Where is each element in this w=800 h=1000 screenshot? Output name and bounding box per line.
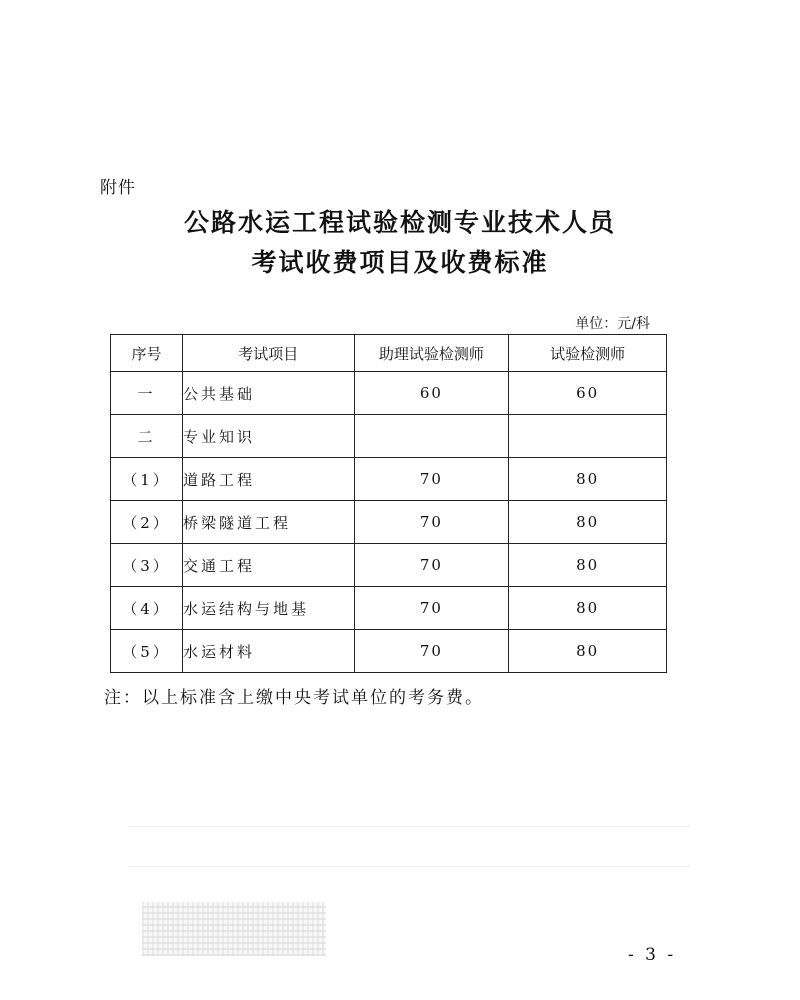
row-assistant-fee: 60 xyxy=(354,372,509,415)
header-exam-item: 考试项目 xyxy=(182,335,354,372)
table-header-row xyxy=(111,335,667,372)
row-index: （1） xyxy=(111,458,183,501)
table-row xyxy=(111,544,667,587)
row-inspector-fee: 80 xyxy=(509,544,667,587)
row-exam-item: 专业知识 xyxy=(182,415,354,458)
row-assistant-fee: 70 xyxy=(354,630,509,673)
header-index: 序号 xyxy=(111,335,183,372)
row-index: （2） xyxy=(111,501,183,544)
bleed-through-area xyxy=(128,826,690,956)
row-inspector-fee: 80 xyxy=(509,630,667,673)
row-index: （3） xyxy=(111,544,183,587)
row-index: 一 xyxy=(111,372,183,415)
row-inspector-fee: 80 xyxy=(509,587,667,630)
row-assistant-fee: 70 xyxy=(354,458,509,501)
table-row xyxy=(111,630,667,673)
table-row xyxy=(111,415,667,458)
faint-divider xyxy=(128,866,690,867)
table-row xyxy=(111,458,667,501)
table-row xyxy=(111,587,667,630)
row-assistant-fee: 70 xyxy=(354,501,509,544)
header-inspector: 试验检测师 xyxy=(509,335,667,372)
table-row xyxy=(111,372,667,415)
table-row xyxy=(111,501,667,544)
attachment-label: 附件 xyxy=(100,178,136,198)
row-exam-item: 桥梁隧道工程 xyxy=(182,501,354,544)
row-assistant-fee: 70 xyxy=(354,587,509,630)
row-exam-item: 水运结构与地基 xyxy=(182,587,354,630)
row-exam-item: 公共基础 xyxy=(182,372,354,415)
row-exam-item: 道路工程 xyxy=(182,458,354,501)
row-index: （5） xyxy=(111,630,183,673)
faint-barcode-overlay xyxy=(142,902,326,956)
faint-divider xyxy=(128,826,690,827)
row-index: 二 xyxy=(111,415,183,458)
row-inspector-fee: 60 xyxy=(509,372,667,415)
row-inspector-fee: 80 xyxy=(509,501,667,544)
row-exam-item: 水运材料 xyxy=(182,630,354,673)
fee-table xyxy=(110,334,667,673)
document-title-line1: 公路水运工程试验检测专业技术人员 xyxy=(183,208,616,237)
row-inspector-fee xyxy=(509,415,667,458)
unit-label: 单位：元/科 xyxy=(575,316,650,332)
row-exam-item: 交通工程 xyxy=(182,544,354,587)
row-assistant-fee xyxy=(354,415,509,458)
row-assistant-fee: 70 xyxy=(354,544,509,587)
footnote: 注：以上标准含上缴中央考试单位的考务费。 xyxy=(104,688,484,708)
document-title-line2: 考试收费项目及收费标准 xyxy=(251,248,549,277)
header-assistant-inspector: 助理试验检测师 xyxy=(354,335,509,372)
row-index: （4） xyxy=(111,587,183,630)
page-number: - 3 - xyxy=(628,945,677,965)
row-inspector-fee: 80 xyxy=(509,458,667,501)
